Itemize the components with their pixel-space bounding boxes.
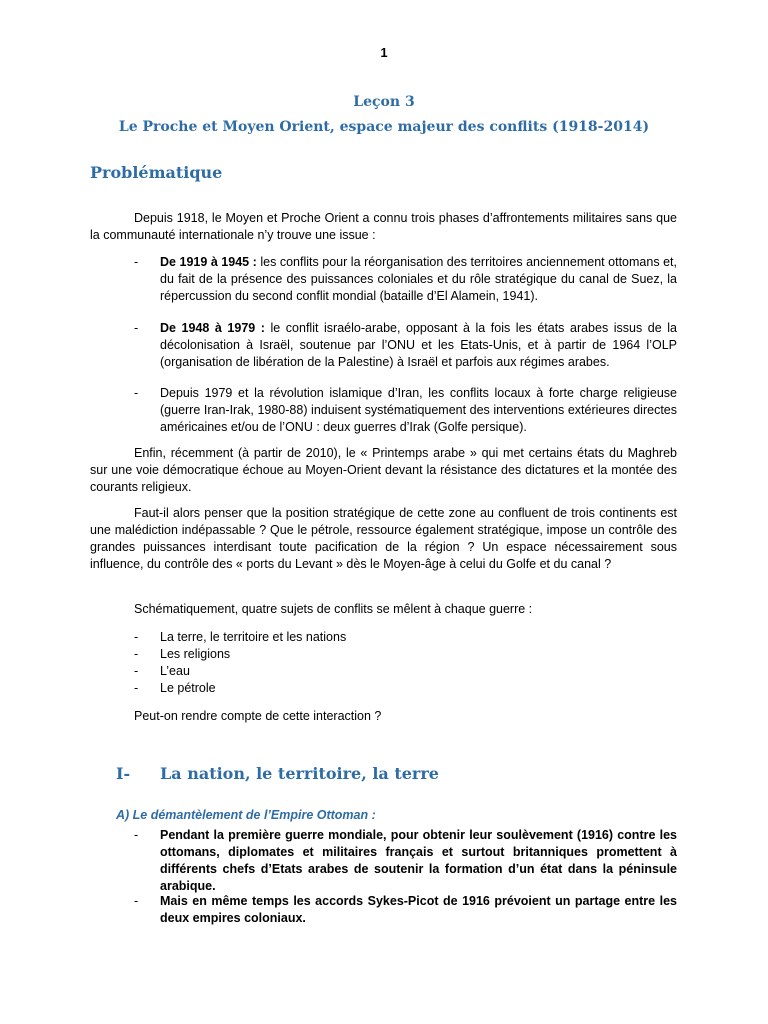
phase-text: le conflit israélo-arabe, opposant à la fois les états arabes issus de la décolonisation à Israël, soutenue par l’ONU et les Etats-Unis, et à partir de 1964 l’OLP (organisation de libération de la Palestine) à Israël et parfois aux régimes arabes. (160, 321, 678, 369)
section-item: Pendant la première guerre mondiale, pour obtenir leur soulèvement (1916) contre les ottomans, diplomates et militaires français et surtout britanniques promettent à différents chefs d’Etats arabes de soutenir la formation d’un état dans la péninsule arabique. (160, 828, 677, 893)
list-item: - Les religions (134, 647, 231, 661)
schema-paragraph: Schématiquement, quatre sujets de conflits se mêlent à chaque guerre : (134, 602, 533, 616)
subsection-heading: A) Le démantèlement de l’Empire Ottoman : (116, 808, 376, 822)
list-item: - Le pétrole (134, 681, 216, 695)
section-item: Mais en même temps les accords Sykes-Picot de 1916 prévoient un partage entre les deux empires coloniaux. (160, 894, 677, 925)
list-item: - L’eau (134, 664, 190, 678)
recent-paragraph: Enfin, récemment (à partir de 2010), le « Printemps arabe » qui met certains états du Maghreb sur une voie démocratique échoue au Moyen-Orient devant la résistance des dictatures et la montée des courants religieux. (90, 446, 677, 494)
list-item: - La terre, le territoire et les nations (134, 630, 347, 644)
phase-date: De 1948 à 1979 : (160, 321, 265, 335)
subject-label: L’eau (160, 664, 190, 678)
lesson-label: Leçon 3 (353, 94, 415, 110)
phase-date: De 1919 à 1945 : (160, 255, 257, 269)
question-paragraph: Faut-il alors penser que la position stratégique de cette zone au confluent de trois continents est une malédiction indépassable ? Que le pétrole, ressource également stratégique, impose un contrôle des grandes puissances interdisant toute pacification de la région ? Un espace nécessairement sous influence, du contrôle des « ports du Levant » dès le Moyen-âge à celui du Golfe et du canal ? (90, 506, 677, 571)
subject-label: La terre, le territoire et les nations (160, 630, 347, 644)
bullet-dash: - (134, 255, 139, 269)
bullet-dash: - (134, 828, 139, 842)
bullet-dash: - (134, 386, 139, 400)
interaction-paragraph: Peut-on rendre compte de cette interaction ? (134, 709, 382, 723)
phase-text: les conflits pour la réorganisation des territoires anciennement ottomans et, du fait de la présence des puissances coloniales et du rôle stratégique du canal de Suez, la répercussion du second conflit mondial (bataille d’El Alamein, 1941). (160, 255, 677, 303)
part-title: La nation, le territoire, la terre (160, 764, 439, 783)
subject-label: Le pétrole (160, 681, 216, 695)
phase-item (160, 320, 677, 371)
part-number: I- (116, 764, 131, 783)
phase-text: Depuis 1979 et la révolution islamique d’Iran, les conflits locaux à forte charge religieuse (guerre Iran-Irak, 1980-88) induisent systématiquement des interventions extérieures directes américaines et/ou de l’ONU : deux guerres d’Irak (Golfe persique). (160, 386, 677, 434)
subject-label: Les religions (160, 647, 231, 661)
phase-item (160, 385, 677, 436)
problematique-heading: Problématique (90, 163, 223, 182)
phase-item (160, 254, 677, 305)
page-number: 1 (380, 45, 388, 60)
bullet-dash: - (134, 321, 139, 335)
bullet-dash: - (134, 894, 139, 908)
intro-paragraph: Depuis 1918, le Moyen et Proche Orient a connu trois phases d’affrontements militaires sans que la communauté internationale n’y trouve une issue : (90, 211, 677, 242)
document-title: Le Proche et Moyen Orient, espace majeur des conflits (1918-2014) (118, 119, 650, 135)
